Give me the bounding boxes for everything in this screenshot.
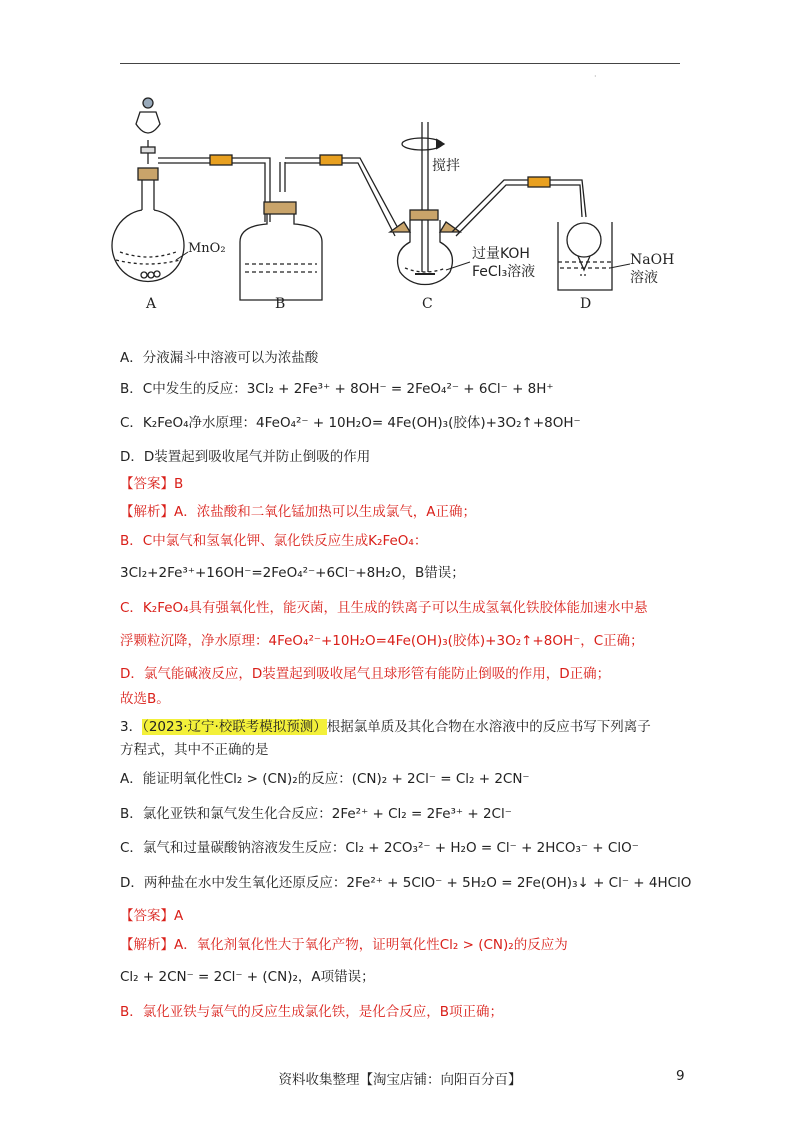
explanation2-a-1: 【解析】A．氧化剂氧化性大于氧化产物，证明氧化性Cl₂ > (CN)₂的反应为: [120, 937, 568, 953]
label-c: C: [422, 296, 433, 312]
explanation2-a-2: Cl₂ + 2CN⁻ = 2Cl⁻ + (CN)₂，A项错误；: [120, 969, 375, 985]
option-c: C．K₂FeO₄净水原理：4FeO₄²⁻ + 10H₂O= 4Fe(OH)₃(胶体)+3O₂↑+8OH⁻: [120, 415, 581, 431]
label-stir: 搅拌: [432, 158, 460, 174]
header-rule: [120, 63, 680, 64]
label-d: D: [580, 296, 592, 312]
question-3-option-d: D．两种盐在水中发生氧化还原反应：2Fe²⁺ + 5ClO⁻ + 5H₂O = 2Fe(OH)₃↓ + Cl⁻ + 4HClO: [120, 875, 692, 891]
label-b: B: [275, 296, 286, 312]
question-3-stem-line1: [120, 717, 651, 737]
question-3-option-a: A．能证明氧化性Cl₂ > (CN)₂的反应：(CN)₂ + 2Cl⁻ = Cl₂ + 2CN⁻: [120, 771, 530, 787]
explanation-b-equation: 3Cl₂+2Fe³⁺+16OH⁻=2FeO₄²⁻+6Cl⁻+8H₂O，B错误；: [120, 565, 465, 581]
question-stem: 根据氯单质及其化合物在水溶液中的反应书写下列离子: [326, 719, 651, 735]
conclusion: 故选B。: [120, 691, 170, 707]
label-fecl3: FeCl₃溶液: [472, 264, 536, 280]
question-3-option-b: B．氯化亚铁和氯气发生化合反应：2Fe²⁺ + Cl₂ = 2Fe³⁺ + 2Cl⁻: [120, 806, 512, 822]
apparatus-b: [232, 158, 322, 300]
answer-label-2: 【答案】A: [120, 908, 184, 924]
explanation-c-2: 浮颗粒沉降，净水原理：4FeO₄²⁻+10H₂O=4Fe(OH)₃(胶体)+3O₂↑+8OH⁻，C正确；: [120, 633, 644, 649]
option-b: B．C中发生的反应：3Cl₂ + 2Fe³⁺ + 8OH⁻ = 2FeO₄²⁻ + 6Cl⁻ + 8H⁺: [120, 381, 554, 397]
answer-label: 【答案】B: [120, 476, 184, 492]
apparatus-d: [550, 180, 612, 290]
source-tag: （2023·辽宁·校联考模拟预测）: [142, 719, 327, 735]
label-koh: 过量KOH: [472, 246, 530, 262]
explanation-b: B．C中氯气和氢氧化钾、氯化铁反应生成K₂FeO₄：: [120, 533, 428, 549]
footer-text: 资料收集整理【淘宝店铺：向阳百分百】: [278, 1072, 522, 1088]
explanation-c-1: C．K₂FeO₄具有强氧化性，能灭菌，且生成的铁离子可以生成氢氧化铁胶体能加速水中悬: [120, 600, 648, 616]
explanation-d: D．氯气能碱液反应，D装置起到吸收尾气且球形管有能防止倒吸的作用，D正确；: [120, 666, 611, 682]
option-a: A．分液漏斗中溶液可以为浓盐酸: [120, 350, 319, 366]
label-naoh-solution: 溶液: [630, 270, 658, 286]
question-3-stem-line2: 方程式，其中不正确的是: [120, 742, 269, 758]
label-mno2: MnO₂: [188, 241, 226, 256]
header-dot: ·: [594, 72, 597, 81]
question-3-option-c: C．氯气和过量碳酸钠溶液发生反应：Cl₂ + 2CO₃²⁻ + H₂O = Cl⁻ + 2HCO₃⁻ + ClO⁻: [120, 840, 639, 856]
option-d: D．D装置起到吸收尾气并防止倒吸的作用: [120, 449, 371, 465]
label-a: A: [146, 296, 157, 312]
page-number: 9: [676, 1068, 685, 1084]
label-naoh: NaOH: [630, 252, 675, 268]
experiment-apparatus-diagram: [110, 92, 700, 322]
explanation-a: 【解析】A．浓盐酸和二氧化锰加热可以生成氯气，A正确；: [120, 504, 476, 520]
explanation2-b: B．氯化亚铁与氯气的反应生成氯化铁，是化合反应，B项正确；: [120, 1004, 504, 1020]
question-number: 3．: [120, 719, 143, 735]
